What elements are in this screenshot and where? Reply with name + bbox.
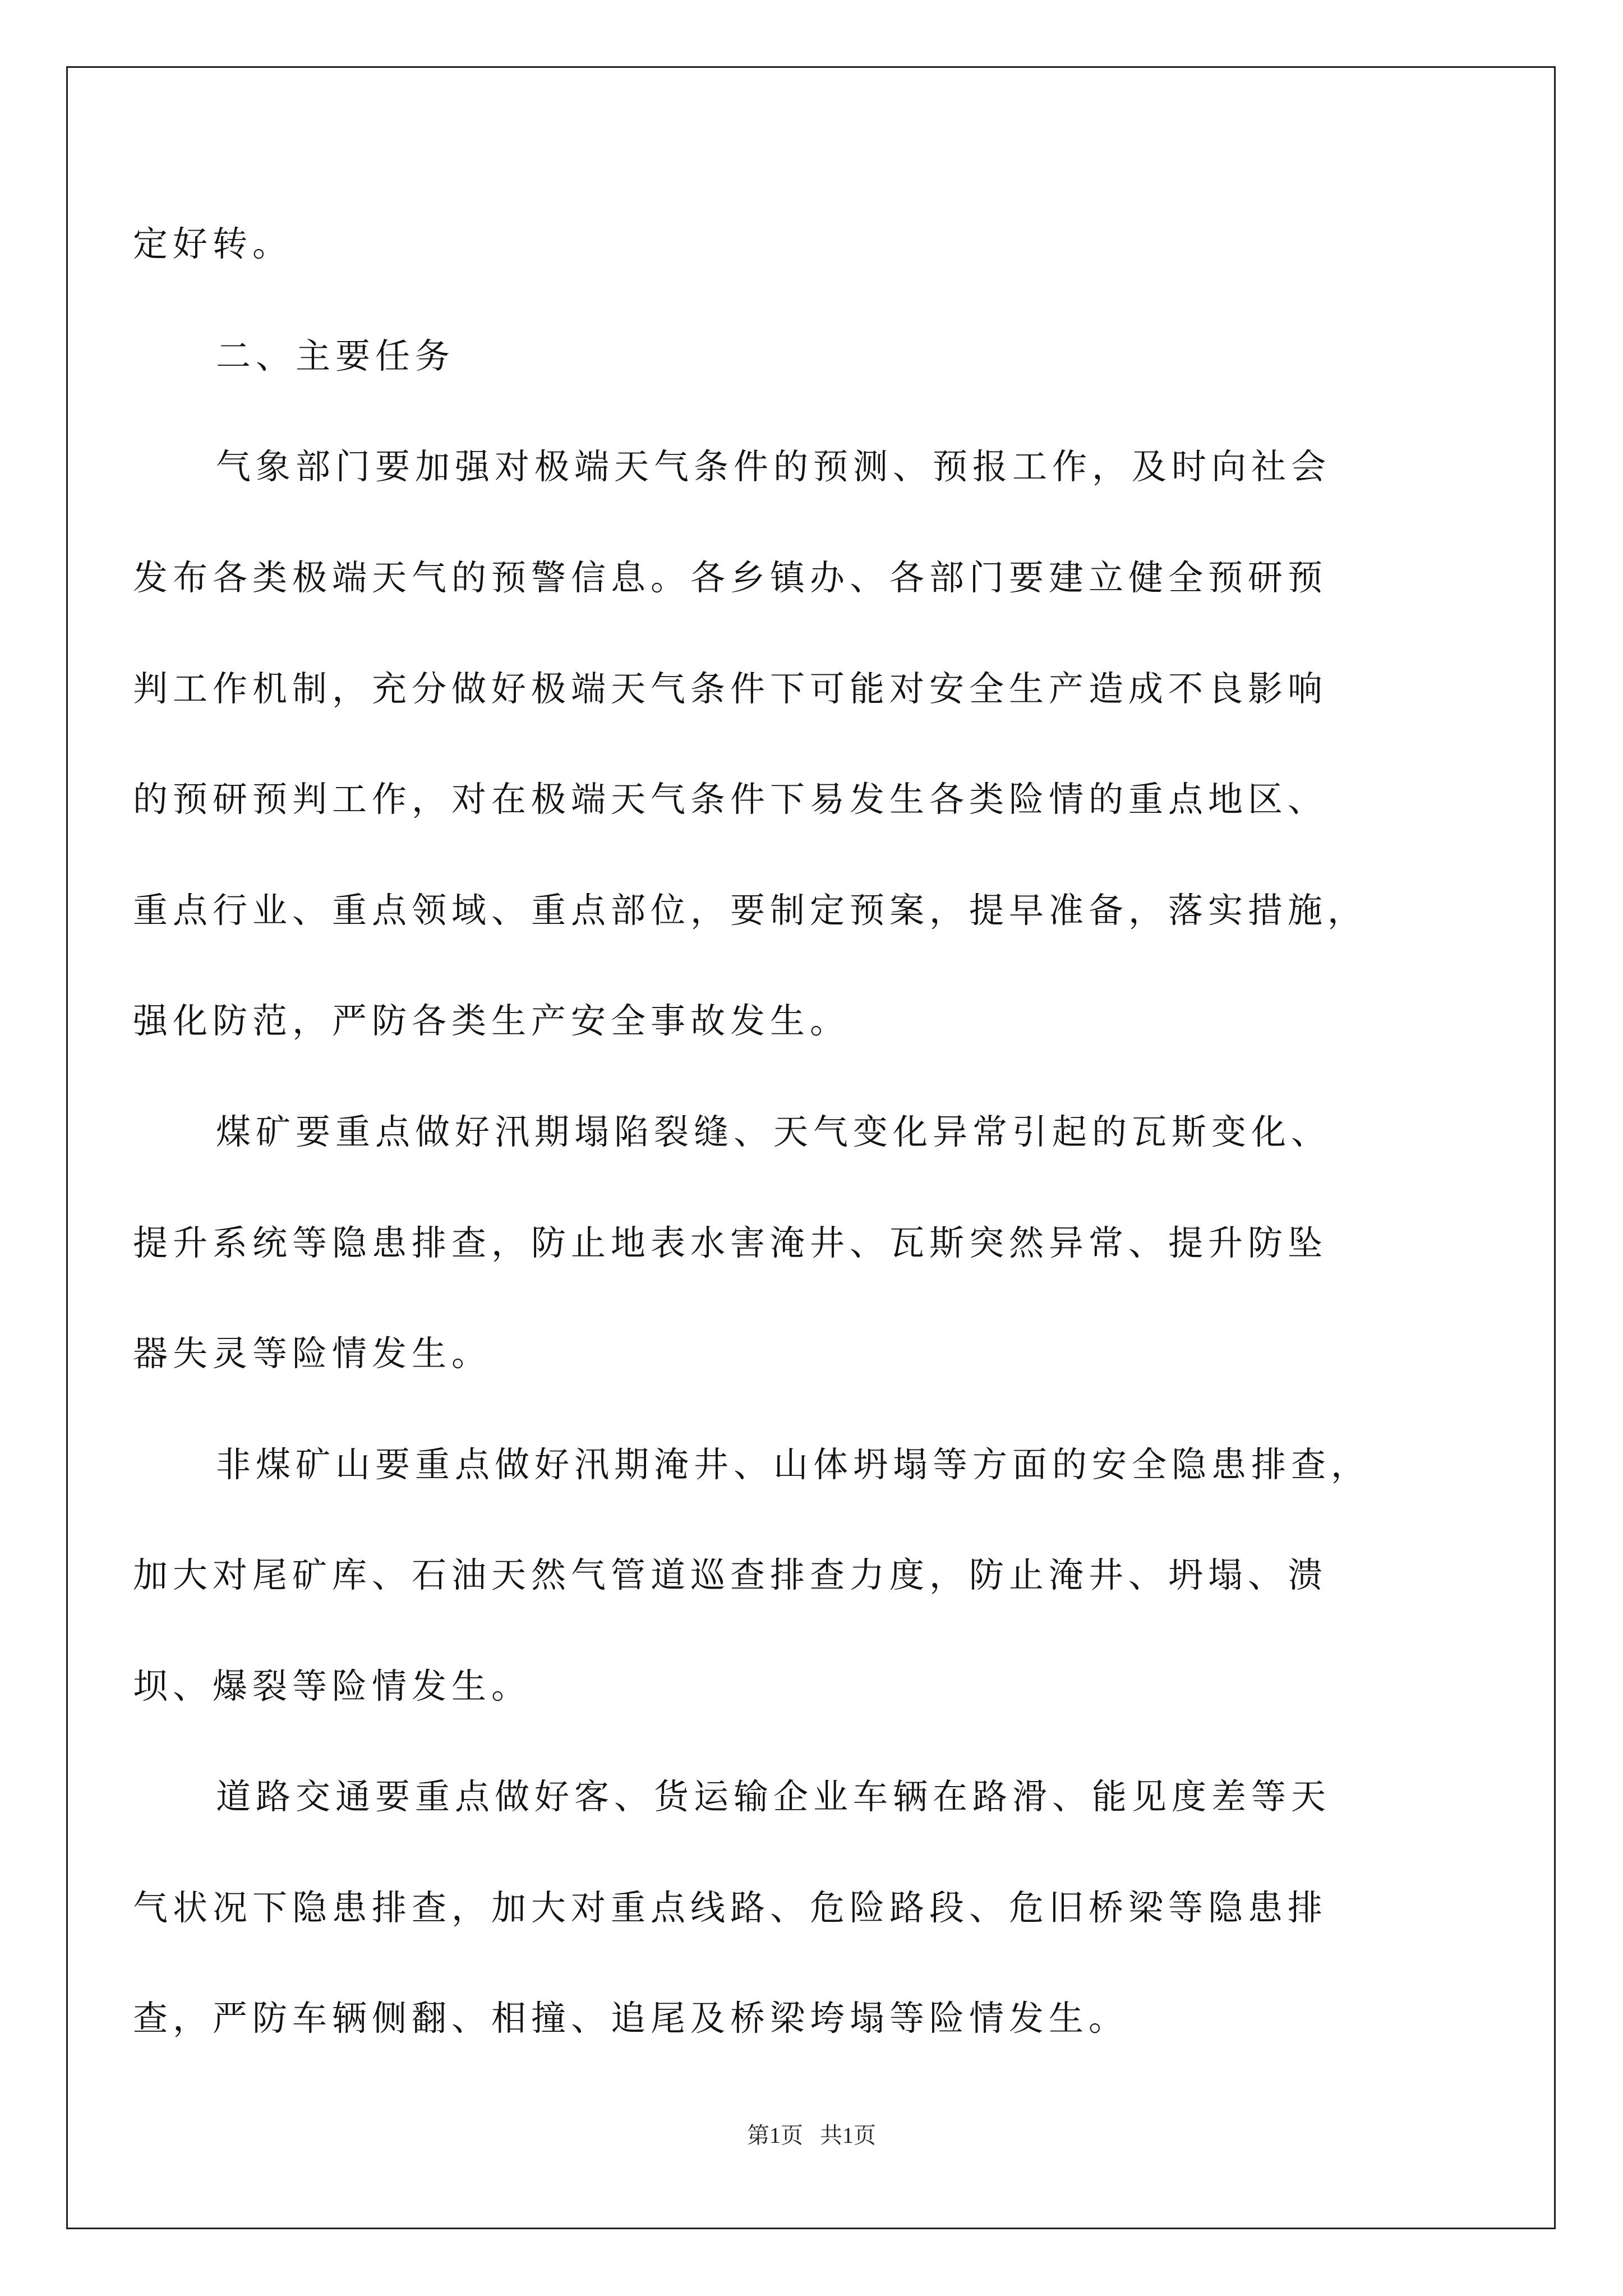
- text-line: 查，严防车辆侧翻、相撞、追尾及桥梁垮塌等险情发生。: [133, 1998, 1129, 2039]
- text-line: 气状况下隐患排查，加大对重点线路、危险路段、危旧桥梁等隐患排: [133, 1887, 1328, 1928]
- text-line: 器失灵等险情发生。: [133, 1333, 492, 1374]
- text-line: 发布各类极端天气的预警信息。各乡镇办、各部门要建立健全预研预: [133, 557, 1328, 598]
- text-line: 判工作机制，充分做好极端天气条件下可能对安全生产造成不良影响: [133, 668, 1328, 709]
- text-line: 坝、爆裂等险情发生。: [133, 1665, 532, 1706]
- text-line: 重点行业、重点领域、重点部位，要制定预案，提早准备，落实措施，: [133, 890, 1368, 931]
- text-line: 定好转。: [133, 223, 293, 264]
- text-line: 加大对尾矿库、石油天然气管道巡查排查力度，防止淹井、坍塌、溃: [133, 1554, 1328, 1595]
- text-line: 道路交通要重点做好客、货运输企业车辆在路滑、能见度差等天: [216, 1776, 1331, 1817]
- text-line: 气象部门要加强对极端天气条件的预测、预报工作，及时向社会: [216, 446, 1331, 487]
- section-heading: 二、主要任务: [216, 335, 455, 376]
- text-line: 煤矿要重点做好汛期塌陷裂缝、天气变化异常引起的瓦斯变化、: [216, 1111, 1331, 1152]
- page-footer: 第1页 共1页: [747, 2123, 876, 2148]
- text-line: 非煤矿山要重点做好汛期淹井、山体坍塌等方面的安全隐患排查，: [216, 1444, 1371, 1485]
- text-line: 提升系统等隐患排查，防止地表水害淹井、瓦斯突然异常、提升防坠: [133, 1222, 1328, 1263]
- text-line: 的预研预判工作，对在极端天气条件下易发生各类险情的重点地区、: [133, 779, 1328, 820]
- text-line: 强化防范，严防各类生产安全事故发生。: [133, 1000, 850, 1041]
